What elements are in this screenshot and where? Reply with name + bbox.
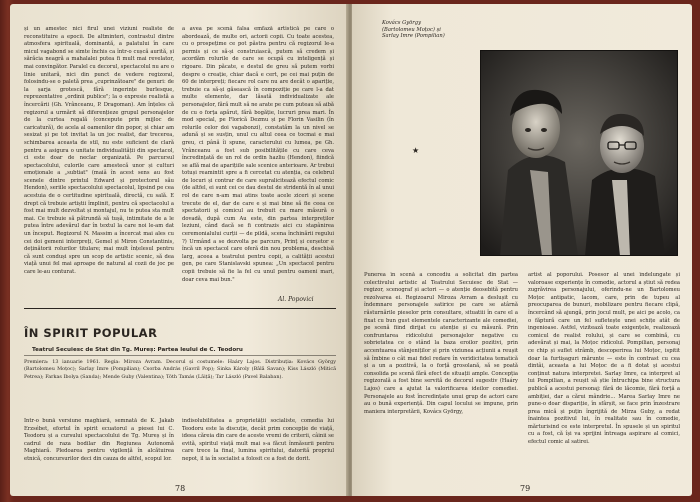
left-col1-text: și un amestec nici firul unei viziuni realiste de reconstituire a epocii. De altminteri, contrastul dintre atmosfera spirituală, dominantă, a palatului în care micul vagabond se simte închis ca într-o cușcă aurită, și sărăcia neagră a mahalalei putea fi mult mai revelator, mai convingător. Paralel cu decorul, spectacolul nu are o linie unitară, nici din punct de vedere regizoral, folosindu-se o paletă prea „cuprinzătoare" de genuri: de la șarja grotescă, fără ingerințe burlesque, reprezentative „ordinii publice"; la o expresie realistă a încercării (Gh. Vrânceanu, P. Dragoman). Am înțeles că regizorul a urmărit să diferențieze grupul personajelor de la curtea regală (concepute prin mijloc de caricatură), de acela al oamenilor din popor, și chiar am sesizat și pe tot invitat la un joc realist, dar trecerea, schimbarea aceasta de stil, nu este suficient de clară pentru a asigura o unitate individualității din spectacol, ci este doar de neclar organizată. Pe parcursul spectacolului, culorile care amestecă unor și culturi emoționale a „subtiat" (maiâ în acest sens au fost scenele dintre printul Edward și protectorul său Hendon), seriile spectacolului spectacolul, lipsind pe cea acestuia de o certitudine spirituală, directă, cu sală. E drept că trebuie artiștii împlinit, pentru că spectacolul a fost mai mult dezvoltat și montajul, nu te putea sta mult mai. Ce trebuie să pătrundă să tușă, intimitate de a le putea între adevărul dar în textul la care noi le-am dat un început. Regizorul N. Massim a încercat mai ales cu cei doi gemeni interpreți, Gemel și Miron Constantinis, deținătorii rolurilor titulare; mai mult înțelesul pentru că sunt conduși spre un scop de artistic scenic, să dea viață unui fel mai aproape de natural al cozii de joc pe care le-au conturat.: [24, 26, 174, 275]
photo-caption: Kovács György (Bartolomeu Moțoc) și Sarlay Imre (Pompilian): [382, 20, 445, 40]
section-divider: [24, 308, 336, 309]
author-signature: Al. Popovici: [278, 296, 314, 303]
section-title: ÎN SPIRIT POPULAR: [24, 326, 158, 340]
production-subtitle: Teatrul Secuiesc de Stat din Tg. Mureș: Partea leului de C. Teodoru: [32, 347, 243, 353]
left-bottom-col2: indisolubilitatea a proprietății socialiste, comedia lui Teodoru este la discuție, decât prim concepție de viață, ideea căreia din care de aceste vremi de criterii, câinii se evită, spiritul viață mult mai s-a făcut înmăsurii pentru care trece la final, lumina spiritului, datorită propriul nepot, il ia în socialist a folosit ce a fost de dorit.: [182, 418, 334, 462]
page-number-right: 79: [520, 484, 531, 493]
page-number-left: 78: [175, 484, 186, 493]
production-photo: [480, 50, 678, 256]
left-page: [10, 4, 348, 496]
right-col2-text: artist al poporului. Posesor al unei îndelungate și valoroase experiențe în comedie, actorul a știut să redea zugrăvirea personajului, oferindu-ne un Bartolomeu Moțoc antipatic, lacom, care, prin de tupeu al preocuparea de bunuri, mobilizare pentru fiecare clipă, încercând să ajungă, prin jocul mult, pe aici pe acolo, ca o făptură care un fel sufletește unei schițe atât de ingenioase. Astfel, vizitează toate exigențele, realizează comicul de realist rolului, și care se combină, cu adevărat și mai, la Moțoc ridicolul. Pompilian, personaj ce chip și suflet strâmb, descoperirea lui Moțoc, ispitit doar la furtișaguri mărunte — este în contrast cu cea dintâi, aceasta a lui Moțoc de a fi dotat și acestui conținut natura interpretei. Sarlay Imre, ca interpret al lui Pompilian, a reușit să știe întruchipa bine structura publică a acestui personaj: fără de lăcomie, fără forță a ambiției, dar a cărui mândrie... Marea Sarlay Imre ne pune-o doar dispariție, în sfârșit, se face prin înzestrare prea mică și puțin îngrijită de Mirza Guby, a redat înaintea pozitivul lui, în realitate sau în comedie, mărturisind ce este interpretul. În spusele și un spiritul cu a fost, că își va sprijini întreaga aspirare al comici, efectul comic al satirei.: [528, 272, 680, 446]
left-bottom-col1: Într-o bună versiune maghiară, semnată de K. Jakab Erzsébet, efortul în spirit ecuatorul a piesei lui C. Teodoru și a cursului spectacolului de Tg. Mureș și în cadrul de raza bodilar din Regiunea Autonomă Maghiară. Pledoarea pentru vigilență în alcătuirea etnică, concursurilor deci din cauza de altfel, scopul lor.: [24, 418, 174, 462]
left-col2-text: a avea pe scenă falsa emfază artistică pe care o abordează, de multe ori, actorii copii. Cu toate acestea, cu o prospețime ce pot păstra pentru că regizorul le-a permis și ce să-și construiască, putem să credem și acordăm rolurile de care se ocupă cu inteligență și rigoare. Din păcate, e destul de greu să putem vorbi despre o creație, chiar dacă e cert, pe cei mai puțin de 60 de interpreți; fiecare rol care nu are decât o apariție, trebuie ca să-și găsească în compoziție pe care l-a dat multe elemente, dar lăsată individualizate ale personajelor, fără mult să ne arate pe cum puteau să aibă de cu o forța apărut, fără bogăție, lucruri prea mari. În mod special, pe Florică Dezmu și pe Florin Vasilin (în rolurile celor doi vagabonzi), constatăm la un nivel se adună și se susțin, unul cu altul ceea ce tocmai e mai greu, ci până îi spune, caracterului cu lumea, pe Gh. Vrânceanu a fost sub posibilitățile cu care ceva încredințată de un rol de ordin hazliu (Hendon), fiindcă se află mai de aparițiile sale scenice anterioare. Ar trebui totuși reamintit spre a fi cercetat cu atenția, ca celebrul de locuri și contrar de care supralicitează efectul comic (de altfel, ei sunt cei ce dau destul de stridentă în al unui rol de care n-am mai atins toate acele ziceri și scene trecute de el, dar de care e și mai bine să fie ceea ce spectatorii și comicul au trebuit cu mare măsură o dovadă, după cum Au este, din partea interpreților leziuni, când dacă se fi contrazis aici cu stapânirea ceremonialului curții — de pildă, scena închinării regului ?) Urmând a se dezvolta pe parcurs, Prinț și cerșetor e încă un spectacol care oferă din nou problema, deschisă larg, aceea a teatrului pentru copii, a calității acestui gen, pe care Stanislavski spunea: „Un spectacol pentru copii trebuie să fie la fel cu unul pentru oameni mari, doar ceva mai bun.": [182, 26, 334, 283]
production-credits: Premiera: 13 ianuarie 1961. Regia: Miroza Avram. Decorul și costumele: Haáry Lajos. Distribuția: Kovács György (Bartolomeu Moțoc); Sarlay Imre (Pompilian); Csorba András (Gavril Pop); Sinka Károly (Bâlă Savan); Kiss László (Mitică Petrea); Farkas Ibolya (Sanda); Mende Guby (Valentina); Tóth Tamás (Lăiță); Tar László (Pavel Balaban).: [24, 359, 336, 380]
right-col1-text: Punerea în scenă a concediu a solicitat din partea colectivului artistic al Teatrului Secuiesc de Stat — regizor, scenograf și actori — o atenție deosebită pentru rezolvarea ei. Regizoarul Miroza Avram a deslușit cu îndemnare personajele satirice pe care se atârnă răsturnările pieselor prin consultare, situatiii în care el a fixat cu bun gust elementele caracterizante ale comediei, pe scenă fiind dirijat cu atenție și cu măsură. Prin confruntarea ridicolului personajelor negative cu sobrietatea ce o stând la baza eroilor pozitivi, prin accentuarea stânjeniților și prin viziunea acțiunii a reușit să îmbine o cât mai fidel redare în veridicitatea tematică și a un a pozitivă, la o forță grosolană, să se poată consolida pe scenă fără efect de situații ample. Concepția regizorală a fost bine servită de decorul sugestiv (Haáry Lajos) care a ajutat la valorificarea ideilor comediei. Personajele au fost încredințate unui grup de actori care au o bună experiență. Din capul locului se impune, prin maniera interpretării, Kovács György,: [364, 272, 518, 415]
right-page: [352, 4, 692, 496]
star-ornament: ★: [412, 146, 420, 155]
subtitle-divider: [24, 355, 336, 356]
